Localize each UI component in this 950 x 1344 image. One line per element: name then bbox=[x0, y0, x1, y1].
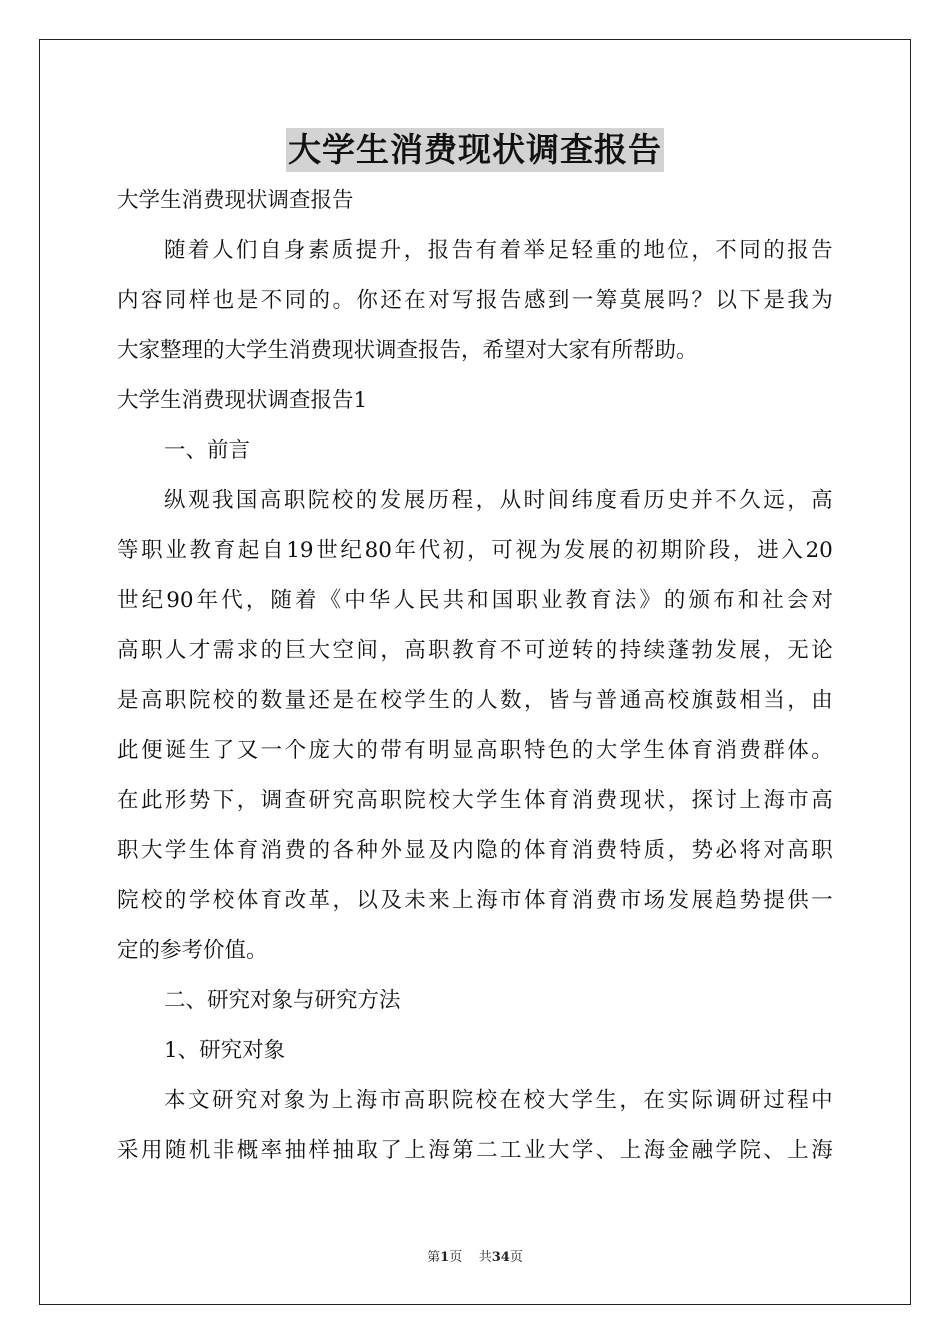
text-line: 等 职 业 教 育 起 自 19 世 纪 80 年 代 初 ， 可 视 为 发 展 的 初 期 阶 段 ， 进 入 20 bbox=[117, 538, 833, 563]
text-line: 内 容 同 样 也 是 不 同 的 。 你 还 在 对 写 报 告 感 到 一 筹 莫 展 吗 ？ 以 下 是 我 为 bbox=[117, 288, 833, 313]
text-line: 在 此 形 势 下 ， 调 查 研 究 高 职 院 校 大 学 生 体 育 消 费 现 状 ， 探 讨 上 海 市 高 bbox=[117, 788, 833, 813]
footer-total-pages: 34 bbox=[491, 1250, 510, 1265]
page-footer bbox=[0, 1246, 950, 1265]
footer-page-number: 1 bbox=[440, 1250, 450, 1265]
text-line: 是 高 职 院 校 的 数 量 还 是 在 校 学 生 的 人 数 ， 皆 与 普 通 高 校 旗 鼓 相 当 ， 由 bbox=[117, 688, 833, 713]
text-line: 二、研究对象与研究方法 bbox=[164, 988, 401, 1013]
text-line: 1、研究对象 bbox=[164, 1038, 286, 1063]
document-title: 大学生消费现状调查报告 bbox=[286, 128, 664, 172]
text-line: 纵 观 我 国 高 职 院 校 的 发 展 历 程 ， 从 时 间 纬 度 看 历 史 并 不 久 远 ， 高 bbox=[164, 488, 833, 513]
footer-total-suffix: 页 bbox=[509, 1250, 523, 1265]
text-line: 高 职 人 才 需 求 的 巨 大 空 间 ， 高 职 教 育 不 可 逆 转 的 持 续 蓬 勃 发 展 ， 无 论 bbox=[117, 638, 833, 663]
footer-prefix: 第 bbox=[427, 1250, 441, 1265]
text-line: 随 着 人 们 自 身 素 质 提 升 ， 报 告 有 着 举 足 轻 重 的 地 位 ， 不 同 的 报 告 bbox=[164, 238, 833, 263]
text-line: 定的参考价值。 bbox=[117, 938, 268, 963]
text-line: 大学生消费现状调查报告 bbox=[117, 188, 354, 213]
text-line: 本 文 研 究 对 象 为 上 海 市 高 职 院 校 在 校 大 学 生 ， 在 实 际 调 研 过 程 中 bbox=[164, 1088, 833, 1113]
text-line: 大学生消费现状调查报告1 bbox=[117, 388, 368, 413]
text-line: 世 纪 90 年 代 ， 随 着 《 中 华 人 民 共 和 国 职 业 教 育 法 》 的 颁 布 和 社 会 对 bbox=[117, 588, 833, 613]
text-line: 职 大 学 生 体 育 消 费 的 各 种 外 显 及 内 隐 的 体 育 消 费 特 质 ， 势 必 将 对 高 职 bbox=[117, 838, 833, 863]
footer-page-suffix: 页 bbox=[449, 1250, 463, 1265]
text-line: 此 便 诞 生 了 又 一 个 庞 大 的 带 有 明 显 高 职 特 色 的 大 学 生 体 育 消 费 群 体 。 bbox=[117, 738, 833, 763]
text-line: 院 校 的 学 校 体 育 改 革 ， 以 及 未 来 上 海 市 体 育 消 费 市 场 发 展 趋 势 提 供 一 bbox=[117, 888, 833, 913]
text-line: 一、前言 bbox=[164, 438, 251, 463]
text-line: 采 用 随 机 非 概 率 抽 样 抽 取 了 上 海 第 二 工 业 大 学 、 上 海 金 融 学 院 、 上 海 bbox=[117, 1138, 833, 1163]
document-body bbox=[117, 176, 833, 1176]
text-line: 大家整理的大学生消费现状调查报告，希望对大家有所帮助。 bbox=[117, 338, 698, 363]
title-container bbox=[0, 128, 950, 172]
footer-total-prefix: 共 bbox=[478, 1250, 492, 1265]
